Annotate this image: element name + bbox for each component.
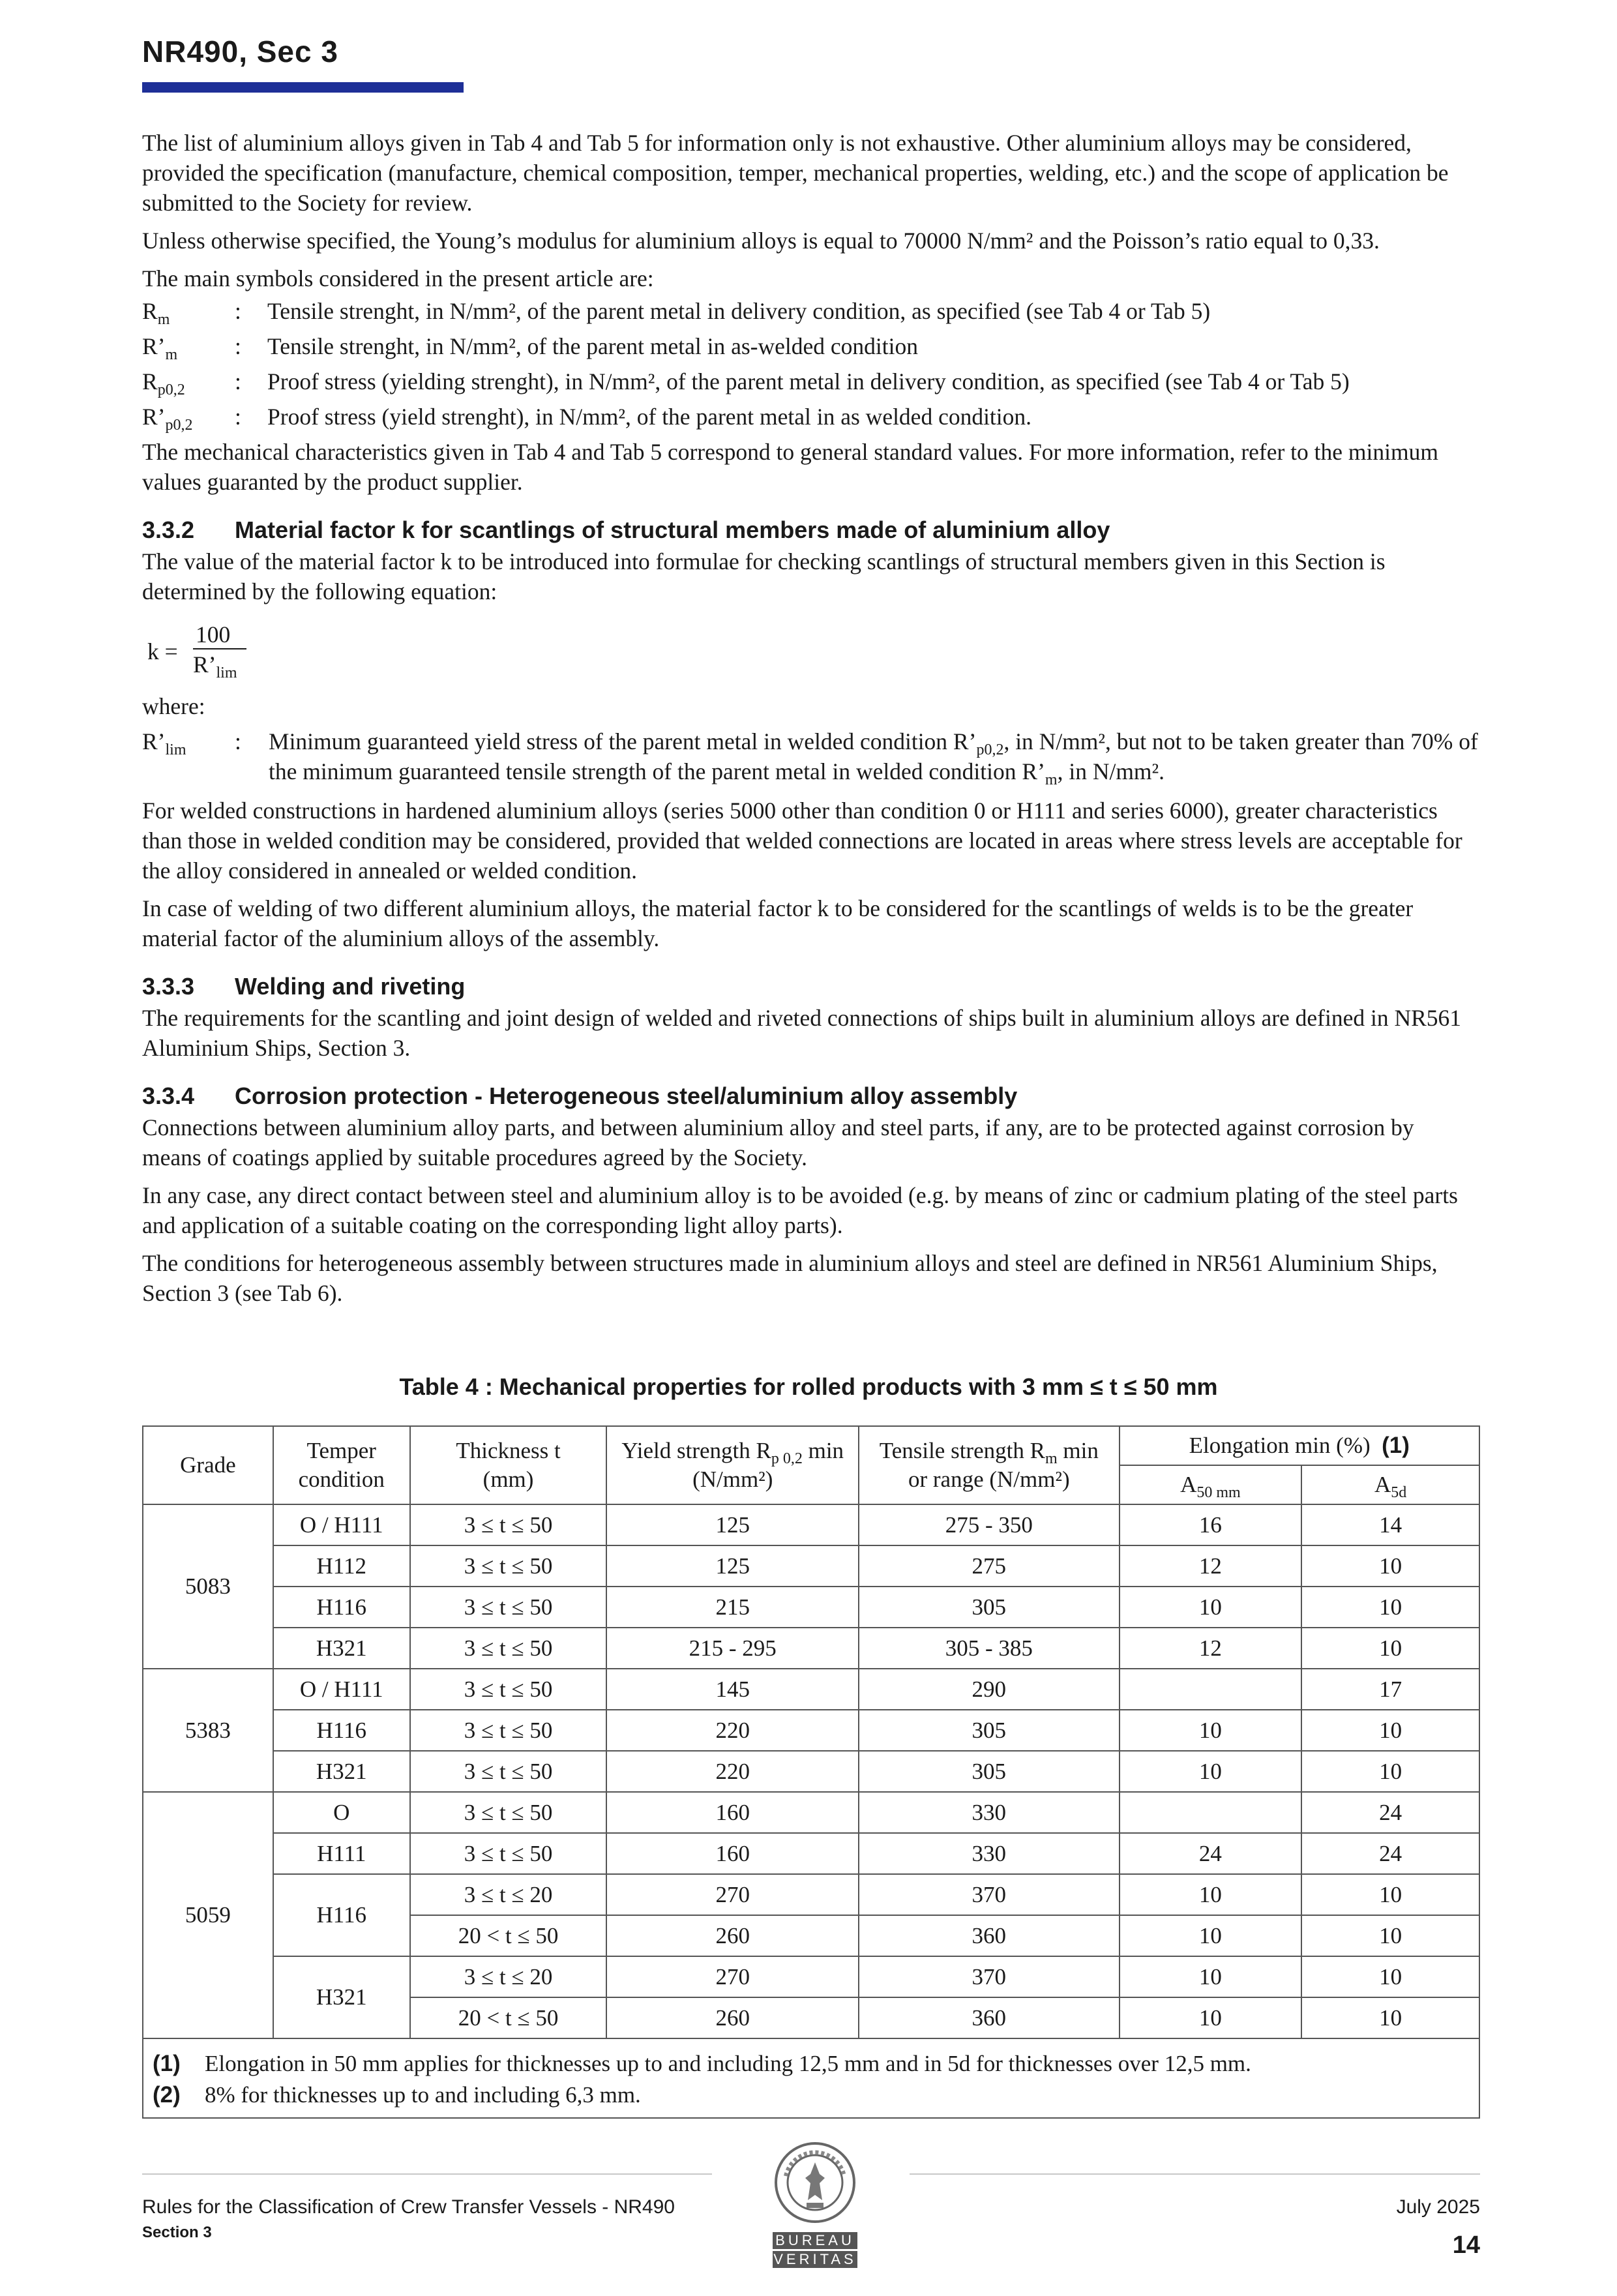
intro-paragraph: Unless otherwise specified, the Young’s modulus for aluminium alloys is equal to 70000 N/mm² and the Poisson’s ratio equal to 0,33.: [142, 228, 1380, 254]
table-row: [143, 1587, 1479, 1628]
header-accent-bar: [142, 82, 464, 93]
cell-temper: H321: [273, 1751, 410, 1792]
body-paragraph: In any case, any direct contact between steel and aluminium alloy is to be avoided (e.g. by means of zinc or cadmium plating of the steel parts and application of a suitable coating on the corresponding light alloy parts).: [142, 1182, 1458, 1238]
cell-tensile: 275 - 350: [859, 1504, 1120, 1545]
cell-thickness: 3 ≤ t ≤ 50: [410, 1792, 607, 1833]
cell-a5d: 10: [1301, 1915, 1479, 1956]
table-row: [143, 1833, 1479, 1874]
section-heading-3-3-3: 3.3.3 Welding and riveting: [142, 973, 466, 1000]
symbol: $R’_{lim}$: [142, 728, 186, 759]
cell-yield: 215 - 295: [606, 1628, 859, 1669]
footer-page-number: 14: [1452, 2231, 1480, 2259]
cell-tensile: 305: [859, 1751, 1120, 1792]
cell-a5d: 24: [1301, 1792, 1479, 1833]
where-definition: $R’_{lim}$ : Minimum guaranteed yield stress of the parent metal in welded condition $R’_{p0,2}$, in N/mm², but not to be taken greater than 70% of the minimum guaranteed tensile strength of the parent metal in welded condition $R’_m$, in N/mm².: [142, 726, 1479, 786]
cell-temper: O / H111: [273, 1669, 410, 1710]
cell-thickness: 3 ≤ t ≤ 50: [410, 1751, 607, 1792]
symbol: $R_m$: [142, 298, 170, 329]
section-heading-3-3-2: 3.3.2 Material factor k for scantlings of structural members made of aluminium alloy: [142, 516, 1110, 543]
cell-tensile: 305: [859, 1710, 1120, 1751]
footer-rules-title: Rules for the Classification of Crew Transfer Vessels - NR490: [142, 2196, 675, 2218]
body-paragraph: The mechanical characteristics given in Tab 4 and Tab 5 correspond to general standard values. For more information, refer to the minimum values guaranted by the product supplier.: [142, 439, 1438, 495]
cell-a50: 10: [1120, 1915, 1302, 1956]
cell-a50: 10: [1120, 1956, 1302, 1997]
cell-yield: 270: [606, 1956, 859, 1997]
table-notes-row: [143, 2038, 1479, 2118]
cell-yield: 160: [606, 1833, 859, 1874]
formula-lhs: k =: [147, 638, 178, 664]
cell-temper: H116: [273, 1587, 410, 1628]
cell-thickness: 20 < t ≤ 50: [410, 1915, 607, 1956]
symbol-definition: $R’_m$ : Tensile strenght, in N/mm², of the parent metal in as-welded condition: [142, 331, 1479, 361]
body-paragraph: Connections between aluminium alloy parts, and between aluminium alloy and steel parts, if any, are to be protected against corrosion by means of coatings applied by suitable procedures agreed by the Society.: [142, 1114, 1414, 1170]
cell-a5d: 10: [1301, 1628, 1479, 1669]
symbol: $R_{p0,2}$: [142, 368, 185, 399]
cell-yield: 125: [606, 1545, 859, 1587]
table-row: [143, 1710, 1479, 1751]
header-temper-condition: Temper condition: [273, 1426, 410, 1504]
cell-tensile: 370: [859, 1874, 1120, 1915]
table-row: [143, 1956, 1479, 1997]
cell-thickness: 3 ≤ t ≤ 50: [410, 1628, 607, 1669]
header-tensile-strength: Tensile strength $R_m$ min or range (N/mm²): [859, 1426, 1120, 1504]
cell-a50: 12: [1120, 1545, 1302, 1587]
cell-tensile: 275: [859, 1545, 1120, 1587]
table-row: [143, 1792, 1479, 1833]
table-row: [143, 1751, 1479, 1792]
cell-temper: O: [273, 1792, 410, 1833]
footer-divider-right: [910, 2173, 1480, 2175]
cell-temper: H116: [273, 1710, 410, 1751]
cell-thickness: 20 < t ≤ 50: [410, 1997, 607, 2038]
cell-grade: 5383: [143, 1669, 273, 1792]
header-grade: Grade: [143, 1426, 273, 1504]
cell-yield: 160: [606, 1792, 859, 1833]
symbol-definition: $R_m$ : Tensile strenght, in N/mm², of the parent metal in delivery condition, as specified (see Tab 4 or Tab 5): [142, 296, 1479, 326]
cell-a50: [1120, 1669, 1302, 1710]
cell-thickness: 3 ≤ t ≤ 50: [410, 1587, 607, 1628]
table-4-mechanical-properties: [142, 1425, 1480, 2119]
cell-a50: 10: [1120, 1751, 1302, 1792]
cell-tensile: 330: [859, 1833, 1120, 1874]
intro-paragraph: The list of aluminium alloys given in Tab 4 and Tab 5 for information only is not exhaustive. Other aluminium alloys may be considered, provided the specification (manufacture, chemical composition, temper, mechanical properties, welding, etc.) and the scope of application be submitted to the Society for review.: [142, 130, 1449, 216]
cell-a5d: 10: [1301, 1710, 1479, 1751]
cell-thickness: 3 ≤ t ≤ 20: [410, 1956, 607, 1997]
symbol-description: Proof stress (yield strenght), in N/mm², of the parent metal in as welded condition.: [267, 404, 1032, 430]
cell-tensile: 305: [859, 1587, 1120, 1628]
cell-tensile: 290: [859, 1669, 1120, 1710]
formula-numerator: 100: [196, 621, 231, 648]
cell-a50: 10: [1120, 1874, 1302, 1915]
cell-a50: 24: [1120, 1833, 1302, 1874]
cell-temper: H112: [273, 1545, 410, 1587]
intro-paragraph: The main symbols considered in the present article are:: [142, 265, 654, 291]
page-content: [142, 128, 1479, 1316]
cell-a5d: 17: [1301, 1669, 1479, 1710]
table-4-title: Table 4 : Mechanical properties for rolled products with 3 mm ≤ t ≤ 50 mm: [399, 1373, 1218, 1400]
body-paragraph: The requirements for the scantling and joint design of welded and riveted connections of ships built in aluminium alloys are defined in NR561 Aluminium Ships, Section 3.: [142, 1005, 1462, 1061]
cell-a5d: 10: [1301, 1956, 1479, 1997]
logo-wordmark: BUREAU VERITAS: [773, 2232, 857, 2267]
cell-tensile: 330: [859, 1792, 1120, 1833]
cell-yield: 215: [606, 1587, 859, 1628]
cell-a50: 10: [1120, 1710, 1302, 1751]
cell-a50: 12: [1120, 1628, 1302, 1669]
formula-denominator: $R’_{lim}$: [193, 651, 237, 682]
cell-temper: H116: [273, 1874, 410, 1956]
bureau-veritas-seal-icon: [773, 2140, 857, 2225]
footer-date: July 2025: [1396, 2196, 1480, 2218]
body-paragraph: For welded constructions in hardened aluminium alloys (series 5000 other than condition 0 or H111 and series 6000), greater characteristics than those in welded condition may be considered, provided that welded connections are located in areas where stress levels are acceptable for the alloy considered in annealed or welded condition.: [142, 798, 1462, 884]
cell-temper: O / H111: [273, 1504, 410, 1545]
cell-a5d: 24: [1301, 1833, 1479, 1874]
table-row: [143, 1545, 1479, 1587]
where-label: where:: [142, 693, 205, 719]
material-factor-formula: [142, 619, 1479, 691]
symbol-description: Tensile strenght, in N/mm², of the parent metal in as-welded condition: [267, 333, 918, 359]
cell-a5d: 14: [1301, 1504, 1479, 1545]
cell-yield: 260: [606, 1997, 859, 2038]
table-row: [143, 1504, 1479, 1545]
cell-a50: [1120, 1792, 1302, 1833]
footer-section-label: Section 3: [142, 2224, 212, 2241]
table-row: [143, 1628, 1479, 1669]
cell-thickness: 3 ≤ t ≤ 50: [410, 1669, 607, 1710]
table-row: [143, 1669, 1479, 1710]
cell-a5d: 10: [1301, 1751, 1479, 1792]
symbol: $R’_m$: [142, 333, 178, 364]
table-note: (1) Elongation in 50 mm applies for thicknesses up to and including 12,5 mm and in 5d for thicknesses over 12,5 mm.: [153, 2051, 1251, 2076]
cell-a5d: 10: [1301, 1874, 1479, 1915]
footer-divider-left: [142, 2173, 712, 2175]
cell-a5d: 10: [1301, 1587, 1479, 1628]
cell-a50: 10: [1120, 1997, 1302, 2038]
symbol-description: Proof stress (yielding strenght), in N/mm², of the parent metal in delivery condition, as specified (see Tab 4 or Tab 5): [267, 368, 1350, 395]
body-paragraph: The value of the material factor k to be introduced into formulae for checking scantlings of structural members given in this Section is determined by the following equation:: [142, 548, 1386, 604]
symbol-definition: $R_{p0,2}$ : Proof stress (yielding strenght), in N/mm², of the parent metal in delivery condition, as specified (see Tab 4 or Tab 5): [142, 366, 1479, 396]
cell-temper: H321: [273, 1956, 410, 2038]
cell-yield: 220: [606, 1751, 859, 1792]
cell-yield: 145: [606, 1669, 859, 1710]
cell-temper: H111: [273, 1833, 410, 1874]
symbol-description: Minimum guaranteed yield stress of the parent metal in welded condition $R’_{p0,2}$, in N/mm², but not to be taken greater than 70% of the minimum guaranteed tensile strength of the parent metal in welded condition $R’_m$, in N/mm².: [269, 728, 1478, 789]
cell-thickness: 3 ≤ t ≤ 50: [410, 1545, 607, 1587]
cell-tensile: 305 - 385: [859, 1628, 1120, 1669]
page-header-title: NR490, Sec 3: [142, 35, 338, 68]
cell-a5d: 10: [1301, 1997, 1479, 2038]
cell-grade: 5059: [143, 1792, 273, 2038]
cell-a50: 16: [1120, 1504, 1302, 1545]
cell-thickness: 3 ≤ t ≤ 20: [410, 1874, 607, 1915]
header-elongation: Elongation min (%) (1): [1120, 1426, 1479, 1465]
body-paragraph: The conditions for heterogeneous assembly between structures made in aluminium alloys and steel are defined in NR561 Aluminium Ships, Section 3 (see Tab 6).: [142, 1250, 1438, 1306]
symbol-description: Tensile strenght, in N/mm², of the parent metal in delivery condition, as specified (see Tab 4 or Tab 5): [267, 298, 1211, 324]
cell-a50: 10: [1120, 1587, 1302, 1628]
header-a50: $A_{50 mm}$: [1120, 1465, 1302, 1504]
cell-yield: 220: [606, 1710, 859, 1751]
cell-thickness: 3 ≤ t ≤ 50: [410, 1833, 607, 1874]
bureau-veritas-logo: [773, 2140, 857, 2274]
cell-thickness: 3 ≤ t ≤ 50: [410, 1710, 607, 1751]
body-paragraph: In case of welding of two different aluminium alloys, the material factor k to be considered for the scantlings of welds is to be the greater material factor of the aluminium alloys of the assembly.: [142, 895, 1414, 951]
table-row: [143, 1874, 1479, 1915]
symbol-definition: $R’_{p0,2}$ : Proof stress (yield strenght), in N/mm², of the parent metal in as welded condition.: [142, 402, 1479, 432]
section-heading-3-3-4: 3.3.4 Corrosion protection - Heterogeneous steel/aluminium alloy assembly: [142, 1082, 1018, 1109]
cell-tensile: 370: [859, 1956, 1120, 1997]
header-a5d: $A_{5d}$: [1301, 1465, 1479, 1504]
table-note: (2) 8% for thicknesses up to and including 6,3 mm.: [153, 2082, 641, 2108]
symbol: $R’_{p0,2}$: [142, 404, 193, 434]
cell-grade: 5083: [143, 1504, 273, 1669]
header-yield-strength: Yield strength $R_{p 0,2}$ min (N/mm²): [606, 1426, 859, 1504]
cell-tensile: 360: [859, 1997, 1120, 2038]
cell-yield: 260: [606, 1915, 859, 1956]
header-thickness: Thickness t (mm): [410, 1426, 607, 1504]
cell-temper: H321: [273, 1628, 410, 1669]
cell-yield: 125: [606, 1504, 859, 1545]
cell-tensile: 360: [859, 1915, 1120, 1956]
cell-yield: 270: [606, 1874, 859, 1915]
table-notes: [143, 2038, 1479, 2118]
cell-thickness: 3 ≤ t ≤ 50: [410, 1504, 607, 1545]
cell-a5d: 10: [1301, 1545, 1479, 1587]
